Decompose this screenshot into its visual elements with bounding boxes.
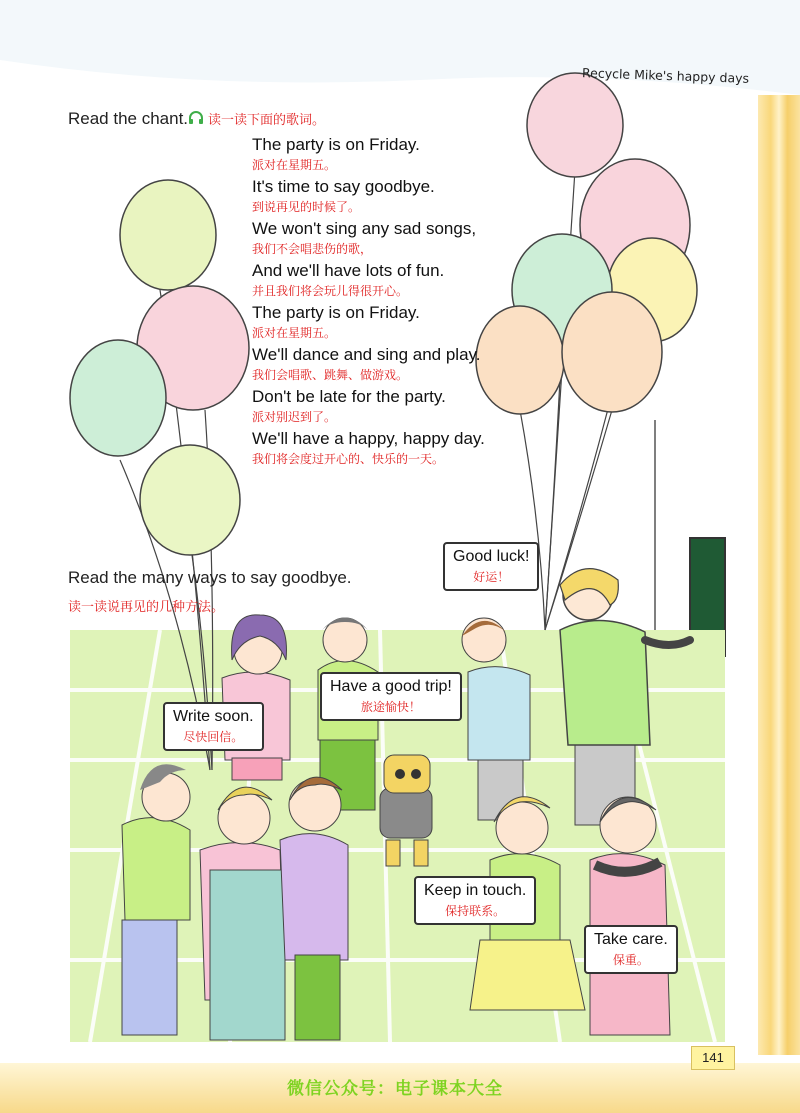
- chant-line-3-en: We won't sing any sad songs,: [252, 219, 477, 238]
- header-unit-title: Recycle Mike's happy days: [581, 65, 750, 86]
- bubble-good-luck-en: Good luck!: [453, 548, 530, 565]
- bubble-take-care-zh: 保重。: [612, 953, 649, 967]
- bubble-good-trip-en: Have a good trip!: [330, 678, 452, 695]
- goodbye-instruction-en: Read the many ways to say goodbye.: [68, 568, 352, 587]
- watermark-text: 微信公众号：电子课本大全: [287, 1079, 503, 1099]
- chant-lyrics: [252, 134, 552, 470]
- chant-line-1-zh: 派对在星期五。: [252, 158, 337, 172]
- chant-line-6-en: We'll dance and sing and play.: [252, 345, 481, 364]
- chant-line-8-en: We'll have a happy, happy day.: [252, 429, 485, 448]
- chant-line-7-en: Don't be late for the party.: [252, 387, 446, 406]
- balloon-green-2: [140, 445, 240, 555]
- headphones-icon[interactable]: [188, 110, 204, 124]
- bubble-take-care-en: Take care.: [594, 931, 668, 948]
- chant-line-2-zh: 到说再见的时候了。: [252, 200, 361, 214]
- chant-instruction-zh: 读一读下面的歌词。: [208, 113, 326, 128]
- girl-curly-figure: [222, 615, 290, 780]
- chant-line-1-en: The party is on Friday.: [252, 135, 420, 154]
- bubble-write-soon-en: Write soon.: [173, 708, 254, 725]
- bubble-keep-in-touch-zh: 保持联系。: [445, 904, 506, 918]
- balloon-peach-2: [562, 292, 662, 412]
- goodbye-instruction-zh: 读一读说再见的几种方法。: [68, 600, 225, 615]
- bubble-good-luck: [443, 542, 539, 591]
- chant-line-4-en: And we'll have lots of fun.: [252, 261, 445, 280]
- chant-line-8-zh: 我们将会度过开心的、快乐的一天。: [252, 452, 445, 466]
- chant-line-3-zh: 我们不会唱悲伤的歌，: [252, 242, 373, 256]
- bubble-write-soon-zh: 尽快回信。: [183, 730, 244, 744]
- bubble-good-trip-zh: 旅途愉快！: [360, 700, 421, 714]
- bubble-good-luck-zh: 好运！: [473, 570, 510, 584]
- chant-line-2-en: It's time to say goodbye.: [252, 177, 435, 196]
- chant-line-5-zh: 派对在星期五。: [252, 326, 337, 340]
- bubble-keep-in-touch-en: Keep in touch.: [424, 882, 527, 899]
- bubble-good-trip: [320, 672, 462, 721]
- chant-line-5-en: The party is on Friday.: [252, 303, 420, 322]
- balloon-green-1: [120, 180, 216, 290]
- bubble-keep-in-touch: [414, 876, 536, 925]
- balloon-mint-1: [70, 340, 166, 456]
- chant-line-6-zh: 我们会唱歌、跳舞、做游戏。: [252, 368, 409, 382]
- chant-instruction: [68, 109, 325, 129]
- page-number: 141: [691, 1046, 735, 1070]
- bubble-write-soon: [163, 702, 264, 751]
- chant-instruction-en: Read the chant.: [68, 109, 189, 128]
- bubble-take-care: [584, 925, 678, 974]
- chant-line-4-zh: 并且我们将会玩儿得很开心。: [252, 284, 409, 298]
- chant-line-7-zh: 派对别迟到了。: [252, 410, 337, 424]
